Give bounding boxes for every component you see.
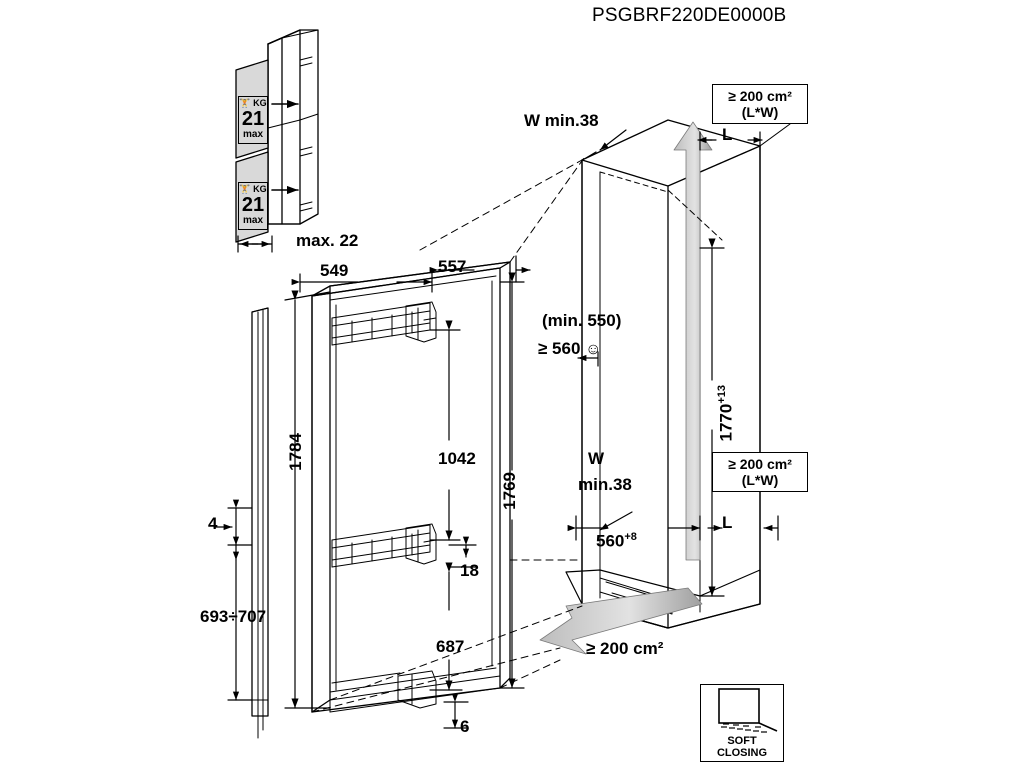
- dimension-depth-body: 549: [320, 261, 349, 280]
- vent-note-bottom: [712, 452, 808, 492]
- vent-note-bottom-line2: (L*W): [741, 472, 779, 489]
- dimension-gap: 18: [460, 561, 479, 580]
- drawing-code: PSGBRF220DE0000B: [592, 5, 787, 26]
- weight-value: 21: [241, 107, 265, 130]
- dimension-vent-length-top: L: [722, 125, 733, 144]
- weight-icon: 🏋 KG: [239, 184, 267, 194]
- airflow-arrows: [540, 122, 712, 654]
- vent-note-base: ≥ 200 cm²: [586, 639, 664, 658]
- dimension-lower-compartment: 687: [436, 637, 465, 656]
- dimension-niche-width: [596, 532, 637, 551]
- vent-note-top: [712, 84, 808, 124]
- dimension-upper-compartment: 1042: [438, 449, 476, 468]
- dimension-vent-bottom-width-line1: W: [588, 449, 605, 468]
- niche-dimension-lines: [576, 124, 790, 596]
- dimension-niche-depth-note: (min. 550): [542, 311, 622, 330]
- niche-width-value: 560: [596, 531, 625, 551]
- weight-label-lower: [238, 182, 268, 230]
- handle-profile-view: [252, 308, 268, 738]
- smiley-icon: ☺: [585, 341, 602, 358]
- dimension-niche-height: [717, 373, 736, 453]
- vent-note-top-line1: ≥ 200 cm²: [728, 88, 792, 104]
- dimension-depth-total: 557: [438, 257, 467, 276]
- niche-height-tolerance: +13: [715, 385, 728, 404]
- dimension-height-total: 1784: [286, 433, 306, 471]
- dimension-vent-length-bottom: L: [722, 513, 733, 532]
- vent-note-top-line2: (L*W): [741, 104, 779, 121]
- dimension-hinge-offset: 4: [208, 514, 218, 533]
- vent-note-bottom-line1: ≥ 200 cm²: [728, 456, 792, 472]
- soft-closing-badge: [700, 684, 784, 762]
- niche-depth-value: ≥ 560: [538, 339, 581, 358]
- weight-label-upper: [238, 96, 268, 144]
- dimension-max-door-thickness: max. 22: [296, 231, 359, 250]
- dimension-height-right: 1769: [500, 472, 520, 510]
- weight-icon: 🏋 KG: [239, 98, 267, 108]
- weight-max: max: [242, 128, 263, 140]
- soft-closing-label-line2: CLOSING: [716, 747, 768, 759]
- appliance-main-view: [312, 262, 510, 712]
- dimension-vent-bottom-width-line2: min.38: [578, 475, 632, 494]
- weight-value: 21: [241, 193, 265, 216]
- niche-width-tolerance: +8: [624, 531, 637, 543]
- dimension-plinth: 6: [460, 717, 470, 736]
- dimension-handle-range: 693÷707: [200, 607, 267, 626]
- niche-height-value: 1770: [716, 403, 736, 442]
- weight-max: max: [242, 214, 263, 226]
- dimension-niche-depth-min: [538, 340, 602, 359]
- dimension-vent-top-width: W min.38: [524, 111, 599, 130]
- soft-closing-door-icon: [701, 685, 783, 737]
- soft-closing-label-line1: SOFT: [727, 735, 757, 747]
